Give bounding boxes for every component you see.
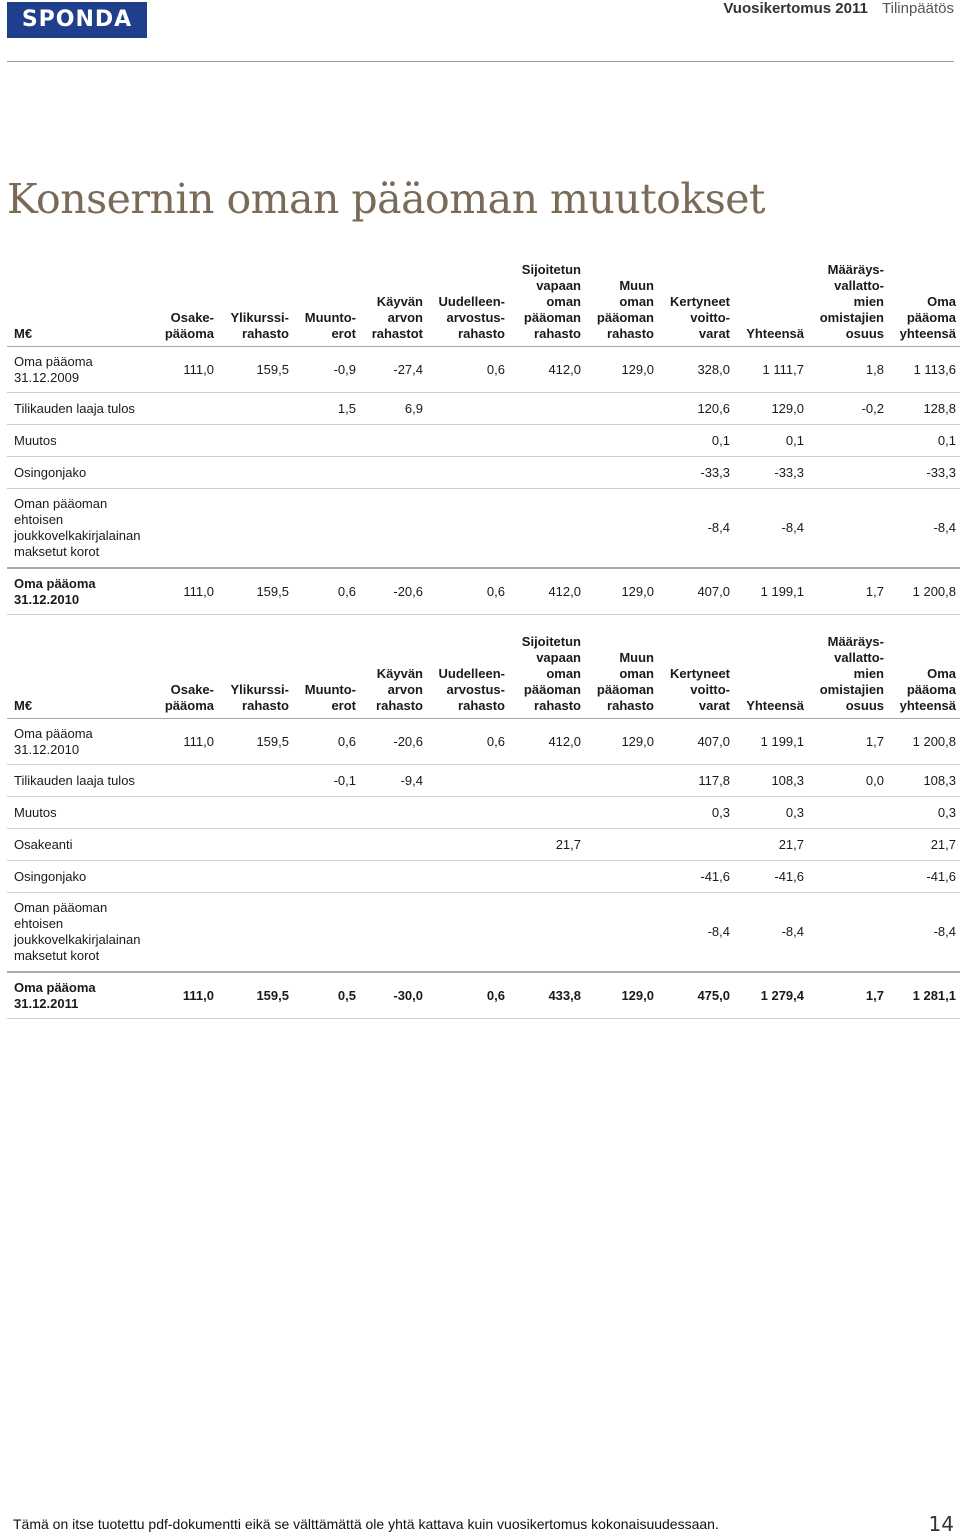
- table-cell: -41,6: [661, 861, 737, 893]
- table-cell: -8,4: [891, 893, 960, 973]
- table-cell: 412,0: [512, 568, 588, 615]
- table-row: [7, 861, 960, 893]
- column-header: Yhteensä: [737, 634, 811, 719]
- table-cell: -41,6: [891, 861, 960, 893]
- table-cell: -9,4: [363, 765, 430, 797]
- table-cell: 128,8: [891, 393, 960, 425]
- table-cell: [430, 457, 512, 489]
- column-header: Muun oman pääoman rahasto: [588, 262, 661, 347]
- table-cell: 475,0: [661, 972, 737, 1019]
- table-cell: [221, 893, 296, 973]
- table-cell: -0,9: [296, 347, 363, 393]
- table-cell: [363, 457, 430, 489]
- footer-note: Tämä on itse tuotettu pdf-dokumentti eikä se välttämättä ole yhtä kattava kuin vuosikertomus kokonaisuudessaan.: [13, 1516, 719, 1532]
- table-cell: 1 200,8: [891, 719, 960, 765]
- table-cell: -33,3: [891, 457, 960, 489]
- table-cell: [430, 425, 512, 457]
- table-cell: [811, 489, 891, 569]
- page-title: Konsernin oman pääoman muutokset: [7, 175, 765, 223]
- table-cell: -27,4: [363, 347, 430, 393]
- table-row: [7, 393, 960, 425]
- column-header: Muunto- erot: [296, 262, 363, 347]
- table-cell: 159,5: [221, 347, 296, 393]
- column-header: Oma pääoma yhteensä: [891, 262, 960, 347]
- table-cell: 0,1: [737, 425, 811, 457]
- table-header-row: [7, 262, 960, 347]
- table-cell: [153, 457, 221, 489]
- table-cell: -8,4: [737, 489, 811, 569]
- table-cell: 129,0: [588, 568, 661, 615]
- column-header: Määräys- vallatto- mien omistajien osuus: [811, 262, 891, 347]
- table-row: [7, 829, 960, 861]
- table-cell: 129,0: [737, 393, 811, 425]
- table-cell: [588, 829, 661, 861]
- column-header: Käyvän arvon rahasto: [363, 634, 430, 719]
- table-cell: [296, 829, 363, 861]
- row-label: Muutos: [7, 425, 153, 457]
- table-cell: [296, 457, 363, 489]
- table-cell: [588, 425, 661, 457]
- table-cell: [512, 425, 588, 457]
- table-cell: [363, 829, 430, 861]
- table-cell: -20,6: [363, 568, 430, 615]
- table-cell: 6,9: [363, 393, 430, 425]
- table-cell: 328,0: [661, 347, 737, 393]
- column-header: Määräys- vallatto- mien omistajien osuus: [811, 634, 891, 719]
- table-row: [7, 765, 960, 797]
- table-cell: [221, 797, 296, 829]
- table-cell: 0,6: [296, 719, 363, 765]
- column-header: Kertyneet voitto- varat: [661, 262, 737, 347]
- table-cell: [363, 797, 430, 829]
- table-cell: -20,6: [363, 719, 430, 765]
- table-cell: [512, 893, 588, 973]
- table-cell: 108,3: [737, 765, 811, 797]
- table-cell: 129,0: [588, 347, 661, 393]
- table-cell: [296, 797, 363, 829]
- column-header-unit: M€: [7, 634, 153, 719]
- table-cell: [512, 489, 588, 569]
- row-label: Oman pääoman ehtoisen joukkovelkakirjalainan maksetut korot: [7, 893, 153, 973]
- column-header: Osake- pääoma: [153, 634, 221, 719]
- table-header-row: [7, 634, 960, 719]
- table-cell: 407,0: [661, 568, 737, 615]
- table-cell: [430, 861, 512, 893]
- row-label: Tilikauden laaja tulos: [7, 393, 153, 425]
- row-label: Oma pääoma 31.12.2009: [7, 347, 153, 393]
- table-row: [7, 489, 960, 569]
- table-cell: [512, 393, 588, 425]
- table-cell: 0,6: [296, 568, 363, 615]
- table-cell: [153, 765, 221, 797]
- table-cell: [363, 425, 430, 457]
- row-label: Oman pääoman ehtoisen joukkovelkakirjalainan maksetut korot: [7, 489, 153, 569]
- table-cell: 0,1: [891, 425, 960, 457]
- table-cell: 117,8: [661, 765, 737, 797]
- column-header: Oma pääoma yhteensä: [891, 634, 960, 719]
- table-cell: 1 199,1: [737, 568, 811, 615]
- table-cell: 0,5: [296, 972, 363, 1019]
- table-cell: 1 111,7: [737, 347, 811, 393]
- table-cell: 159,5: [221, 972, 296, 1019]
- column-header: Uudelleen- arvostus- rahasto: [430, 634, 512, 719]
- table-cell: -8,4: [737, 893, 811, 973]
- table-cell: [811, 457, 891, 489]
- table-cell: 111,0: [153, 347, 221, 393]
- table-row: [7, 893, 960, 973]
- row-label: Osakeanti: [7, 829, 153, 861]
- table-cell: 0,1: [661, 425, 737, 457]
- section-name[interactable]: Tilinpäätös: [882, 0, 954, 17]
- table-cell: [296, 893, 363, 973]
- table-cell: [363, 861, 430, 893]
- column-header-unit: M€: [7, 262, 153, 347]
- table-cell: [153, 425, 221, 457]
- table-cell: 0,6: [430, 972, 512, 1019]
- column-header: Ylikurssi- rahasto: [221, 634, 296, 719]
- table-cell: -33,3: [737, 457, 811, 489]
- row-label: Muutos: [7, 797, 153, 829]
- table-cell: 1,8: [811, 347, 891, 393]
- table-cell: 412,0: [512, 347, 588, 393]
- table-row: [7, 425, 960, 457]
- row-label: Oma pääoma 31.12.2011: [7, 972, 153, 1019]
- table-cell: 159,5: [221, 568, 296, 615]
- table-cell: 1 200,8: [891, 568, 960, 615]
- table-cell: [588, 861, 661, 893]
- column-header: Muunto- erot: [296, 634, 363, 719]
- table-cell: 1,7: [811, 972, 891, 1019]
- table-cell: [363, 893, 430, 973]
- table-cell: -8,4: [661, 489, 737, 569]
- table-cell: 0,6: [430, 568, 512, 615]
- table-cell: [221, 393, 296, 425]
- table-cell: 21,7: [512, 829, 588, 861]
- table-cell: [430, 893, 512, 973]
- table-cell: 0,6: [430, 347, 512, 393]
- table-cell: -8,4: [661, 893, 737, 973]
- column-header: Osake- pääoma: [153, 262, 221, 347]
- table-cell: [430, 765, 512, 797]
- table-cell: [588, 489, 661, 569]
- table-cell: 21,7: [737, 829, 811, 861]
- table-cell: [430, 489, 512, 569]
- column-header: Sijoitetun vapaan oman pääoman rahasto: [512, 262, 588, 347]
- table-cell: [221, 829, 296, 861]
- column-header: Uudelleen- arvostus- rahasto: [430, 262, 512, 347]
- table-cell: [588, 797, 661, 829]
- table-cell: [588, 457, 661, 489]
- table-cell: [221, 425, 296, 457]
- column-header: Ylikurssi- rahasto: [221, 262, 296, 347]
- table-cell: [588, 393, 661, 425]
- table-cell: -0,1: [296, 765, 363, 797]
- table-cell: 108,3: [891, 765, 960, 797]
- table-cell: [512, 797, 588, 829]
- table-cell: [221, 861, 296, 893]
- table-cell: -33,3: [661, 457, 737, 489]
- table-cell: [296, 861, 363, 893]
- column-header: Muun oman pääoman rahasto: [588, 634, 661, 719]
- table-cell: -8,4: [891, 489, 960, 569]
- column-header: Käyvän arvon rahastot: [363, 262, 430, 347]
- table-cell: 1 113,6: [891, 347, 960, 393]
- table-row: [7, 347, 960, 393]
- column-header: Sijoitetun vapaan oman pääoman rahasto: [512, 634, 588, 719]
- sponda-logo: SPONDA: [7, 2, 147, 38]
- page-number: 14: [928, 1512, 954, 1536]
- table-cell: 412,0: [512, 719, 588, 765]
- table-cell: 21,7: [891, 829, 960, 861]
- header-divider: [7, 61, 954, 62]
- row-label: Osingonjako: [7, 457, 153, 489]
- table-cell: [153, 393, 221, 425]
- table-cell: [430, 797, 512, 829]
- table-cell: 111,0: [153, 972, 221, 1019]
- table-cell: [811, 425, 891, 457]
- table-cell: [153, 861, 221, 893]
- table-cell: 1 199,1: [737, 719, 811, 765]
- table-cell: 1 279,4: [737, 972, 811, 1019]
- table-cell: 0,3: [737, 797, 811, 829]
- column-header: Kertyneet voitto- varat: [661, 634, 737, 719]
- table-cell: 120,6: [661, 393, 737, 425]
- table-cell: [221, 489, 296, 569]
- table-cell: 407,0: [661, 719, 737, 765]
- row-label: Oma pääoma 31.12.2010: [7, 719, 153, 765]
- table-cell: [588, 765, 661, 797]
- table-cell: [811, 829, 891, 861]
- table-row: [7, 797, 960, 829]
- table-cell: -41,6: [737, 861, 811, 893]
- equity-changes-table-2010: [7, 262, 960, 615]
- table-cell: [430, 829, 512, 861]
- table-cell: 0,3: [891, 797, 960, 829]
- table-cell: [430, 393, 512, 425]
- table-row: [7, 568, 960, 615]
- table-row: [7, 457, 960, 489]
- table-cell: 0,0: [811, 765, 891, 797]
- table-cell: [363, 489, 430, 569]
- table-cell: [153, 893, 221, 973]
- table-cell: -0,2: [811, 393, 891, 425]
- table-cell: [296, 489, 363, 569]
- table-cell: [811, 861, 891, 893]
- table-cell: [221, 457, 296, 489]
- table-cell: -30,0: [363, 972, 430, 1019]
- row-label: Osingonjako: [7, 861, 153, 893]
- table-cell: [811, 797, 891, 829]
- table-cell: [512, 457, 588, 489]
- equity-changes-table-2011: [7, 634, 960, 1019]
- table-cell: [153, 489, 221, 569]
- row-label: Oma pääoma 31.12.2010: [7, 568, 153, 615]
- table-cell: 1,7: [811, 568, 891, 615]
- table-cell: [661, 829, 737, 861]
- table-cell: [153, 797, 221, 829]
- row-label: Tilikauden laaja tulos: [7, 765, 153, 797]
- table-cell: [153, 829, 221, 861]
- table-cell: [512, 765, 588, 797]
- report-title[interactable]: Vuosikertomus 2011: [723, 0, 868, 17]
- table-cell: [811, 893, 891, 973]
- table-row: [7, 972, 960, 1019]
- table-cell: 1,7: [811, 719, 891, 765]
- table-cell: 129,0: [588, 719, 661, 765]
- table-row: [7, 719, 960, 765]
- header-breadcrumb: [723, 0, 954, 18]
- table-cell: 1 281,1: [891, 972, 960, 1019]
- table-cell: 111,0: [153, 719, 221, 765]
- table-cell: 433,8: [512, 972, 588, 1019]
- table-cell: 159,5: [221, 719, 296, 765]
- table-cell: 111,0: [153, 568, 221, 615]
- table-cell: 129,0: [588, 972, 661, 1019]
- table-cell: [221, 765, 296, 797]
- table-cell: [512, 861, 588, 893]
- table-cell: [296, 425, 363, 457]
- table-cell: 1,5: [296, 393, 363, 425]
- table-cell: 0,3: [661, 797, 737, 829]
- column-header: Yhteensä: [737, 262, 811, 347]
- table-cell: [588, 893, 661, 973]
- table-cell: 0,6: [430, 719, 512, 765]
